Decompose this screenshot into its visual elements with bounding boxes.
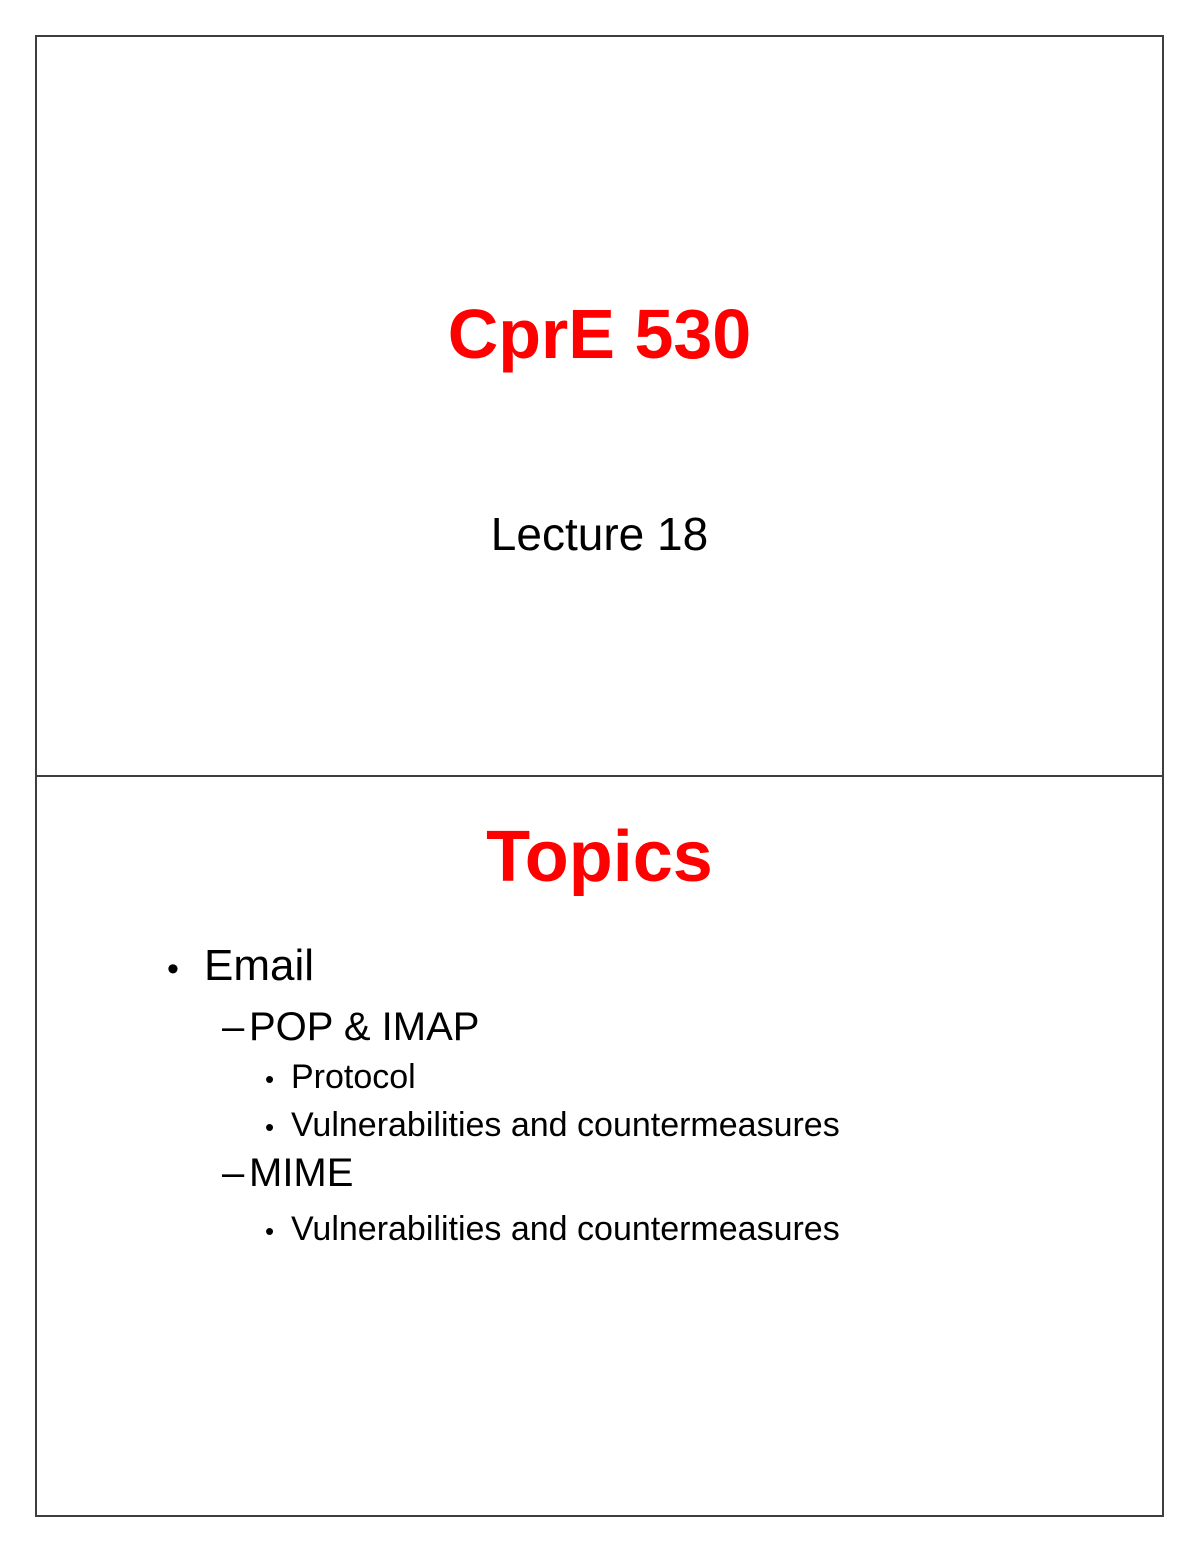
- list-item-vulnerabilities-mime: [37, 1210, 1162, 1249]
- list-item-mime: [37, 1150, 1162, 1196]
- bullet-icon: •: [265, 1111, 275, 1142]
- list-item-text: MIME: [249, 1150, 354, 1195]
- list-item-text: Protocol: [291, 1057, 416, 1096]
- course-title: CprE 530: [447, 295, 752, 373]
- slide-topics: [37, 777, 1162, 1515]
- slide-deck: [35, 35, 1164, 1517]
- list-item-pop-imap: [37, 1004, 1162, 1050]
- topics-list: [37, 941, 1162, 1249]
- dash-icon: –: [222, 1004, 245, 1049]
- topics-title: Topics: [486, 817, 713, 897]
- list-item-protocol: [37, 1058, 1162, 1097]
- list-item-text: Vulnerabilities and countermeasures: [291, 1209, 840, 1248]
- lecture-number: Lecture 18: [490, 508, 709, 560]
- bullet-icon: •: [265, 1215, 275, 1246]
- list-item-text: POP & IMAP: [249, 1004, 480, 1049]
- list-item-email: [37, 941, 1162, 992]
- list-item-vulnerabilities-pop: [37, 1106, 1162, 1145]
- list-item-text: Email: [204, 941, 315, 990]
- dash-icon: –: [222, 1150, 245, 1195]
- bullet-icon: •: [167, 950, 179, 988]
- list-item-text: Vulnerabilities and countermeasures: [291, 1105, 840, 1144]
- bullet-icon: •: [265, 1063, 275, 1094]
- slide-title-page: [37, 37, 1162, 777]
